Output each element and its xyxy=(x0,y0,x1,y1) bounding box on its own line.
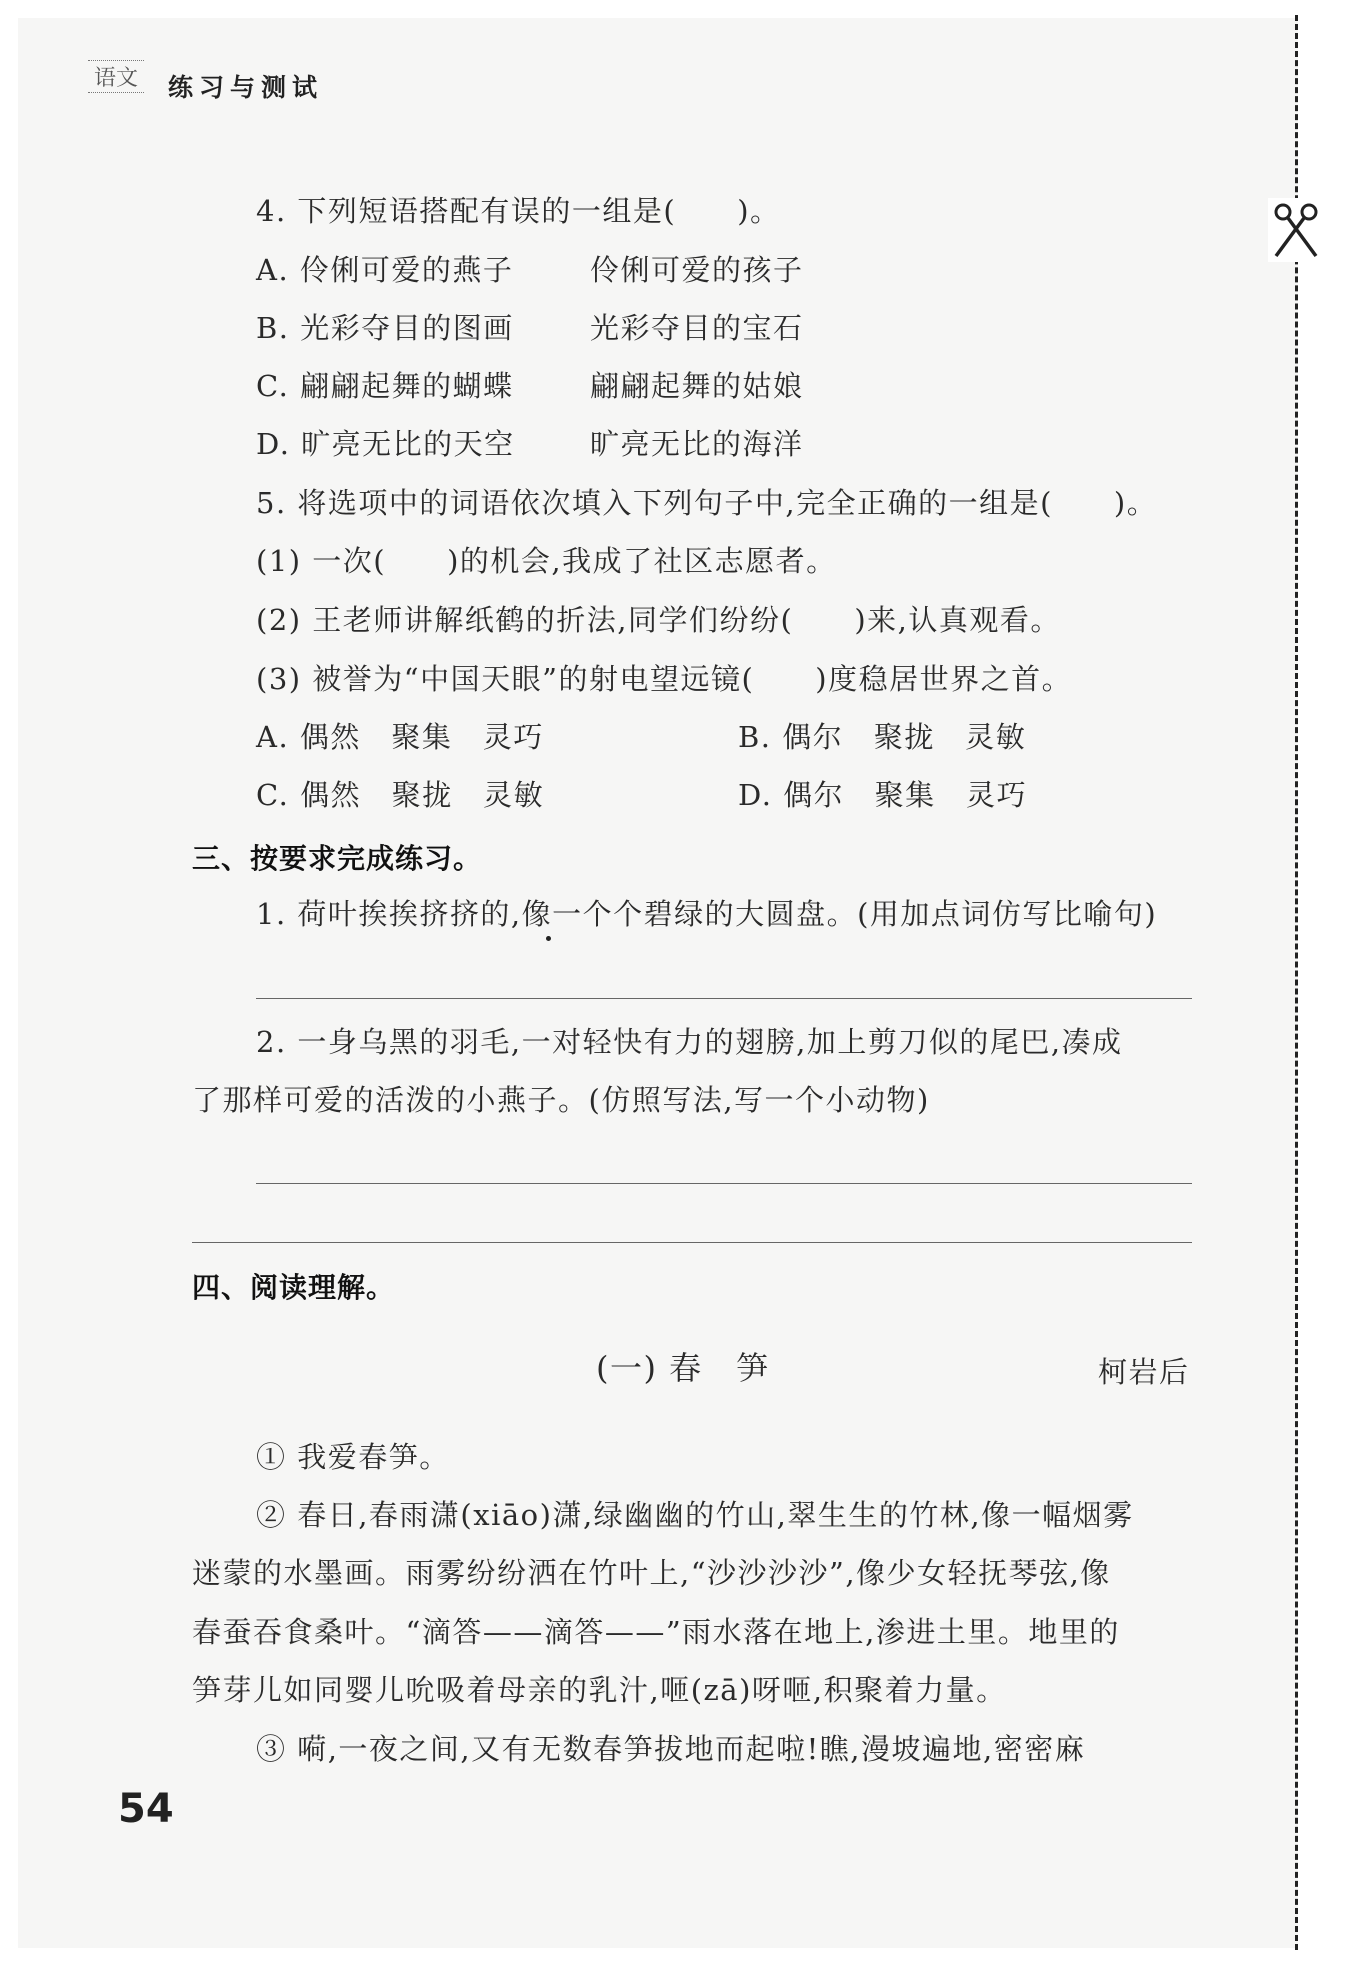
section-4-title: 四、阅读理解。 xyxy=(192,1271,396,1304)
q4-option-d-left: D. 旷亮无比的天空 xyxy=(256,427,515,461)
q5-sentence-2: (2) 王老师讲解纸鹤的折法,同学们纷纷( )来,认真观看。 xyxy=(256,603,1061,637)
q4-option-b-left: B. 光彩夺目的图画 xyxy=(256,311,514,345)
answer-line-3[interactable] xyxy=(192,1242,1192,1243)
q5-choice-a: A. 偶然 聚集 灵巧 xyxy=(256,720,544,754)
q4-option-c-right: 翩翩起舞的姑娘 xyxy=(590,369,804,403)
emphasis-dot xyxy=(546,936,551,941)
paragraph-2-line3: 春蚕吞食桑叶。“滴答——滴答——”雨水落在地上,渗进土里。地里的 xyxy=(192,1615,1120,1649)
section-3-title: 三、按要求完成练习。 xyxy=(192,842,483,875)
paragraph-1: ① 我爱春笋。 xyxy=(256,1440,450,1474)
answer-line-1[interactable] xyxy=(256,998,1192,999)
q4-option-a-right: 伶俐可爱的孩子 xyxy=(590,253,804,287)
paragraph-2-line2: 迷蒙的水墨画。雨雾纷纷洒在竹叶上,“沙沙沙沙”,像少女轻抚琴弦,像 xyxy=(192,1556,1111,1590)
paragraph-2-line1: ② 春日,春雨潇(xiāo)潇,绿幽幽的竹山,翠生生的竹林,像一幅烟雾 xyxy=(256,1498,1134,1532)
s3-q1: 1. 荷叶挨挨挤挤的,像一个个碧绿的大圆盘。(用加点词仿写比喻句) xyxy=(256,897,1158,931)
q5-choice-d: D. 偶尔 聚集 灵巧 xyxy=(738,778,1028,812)
q5-stem: 5. 将选项中的词语依次填入下列句子中,完全正确的一组是( )。 xyxy=(256,486,1158,520)
subject-label: 语文 xyxy=(88,60,144,93)
q5-choice-b: B. 偶尔 聚拢 灵敏 xyxy=(738,720,1027,754)
article-title: (一) 春 笋 xyxy=(596,1349,770,1387)
s3-q2-line2: 了那样可爱的活泼的小燕子。(仿照写法,写一个小动物) xyxy=(192,1083,930,1117)
q4-option-d-right: 旷亮无比的海洋 xyxy=(590,427,804,461)
s3-q2-line1: 2. 一身乌黑的羽毛,一对轻快有力的翅膀,加上剪刀似的尾巴,凑成 xyxy=(256,1025,1123,1059)
q4-option-b-right: 光彩夺目的宝石 xyxy=(590,311,804,345)
cut-line xyxy=(1295,15,1298,1950)
article-author: 柯岩后 xyxy=(1098,1355,1190,1389)
scissors-icon xyxy=(1268,198,1324,262)
answer-line-2[interactable] xyxy=(256,1183,1192,1184)
q4-option-a-left: A. 伶俐可爱的燕子 xyxy=(256,253,514,287)
q5-sentence-1: (1) 一次( )的机会,我成了社区志愿者。 xyxy=(256,544,837,578)
page-number: 54 xyxy=(118,1786,174,1832)
paragraph-3-line1: ③ 嗬,一夜之间,又有无数春笋拔地而起啦!瞧,漫坡遍地,密密麻 xyxy=(256,1732,1086,1766)
book-title: 练习与测试 xyxy=(168,73,324,102)
q4-option-c-left: C. 翩翩起舞的蝴蝶 xyxy=(256,369,514,403)
q4-stem: 4. 下列短语搭配有误的一组是( )。 xyxy=(256,194,781,228)
q5-choice-c: C. 偶然 聚拢 灵敏 xyxy=(256,778,545,812)
paragraph-2-line4: 笋芽儿如同婴儿吮吸着母亲的乳汁,咂(zā)呀咂,积聚着力量。 xyxy=(192,1673,1007,1707)
q5-sentence-3: (3) 被誉为“中国天眼”的射电望远镜( )度稳居世界之首。 xyxy=(256,662,1073,696)
